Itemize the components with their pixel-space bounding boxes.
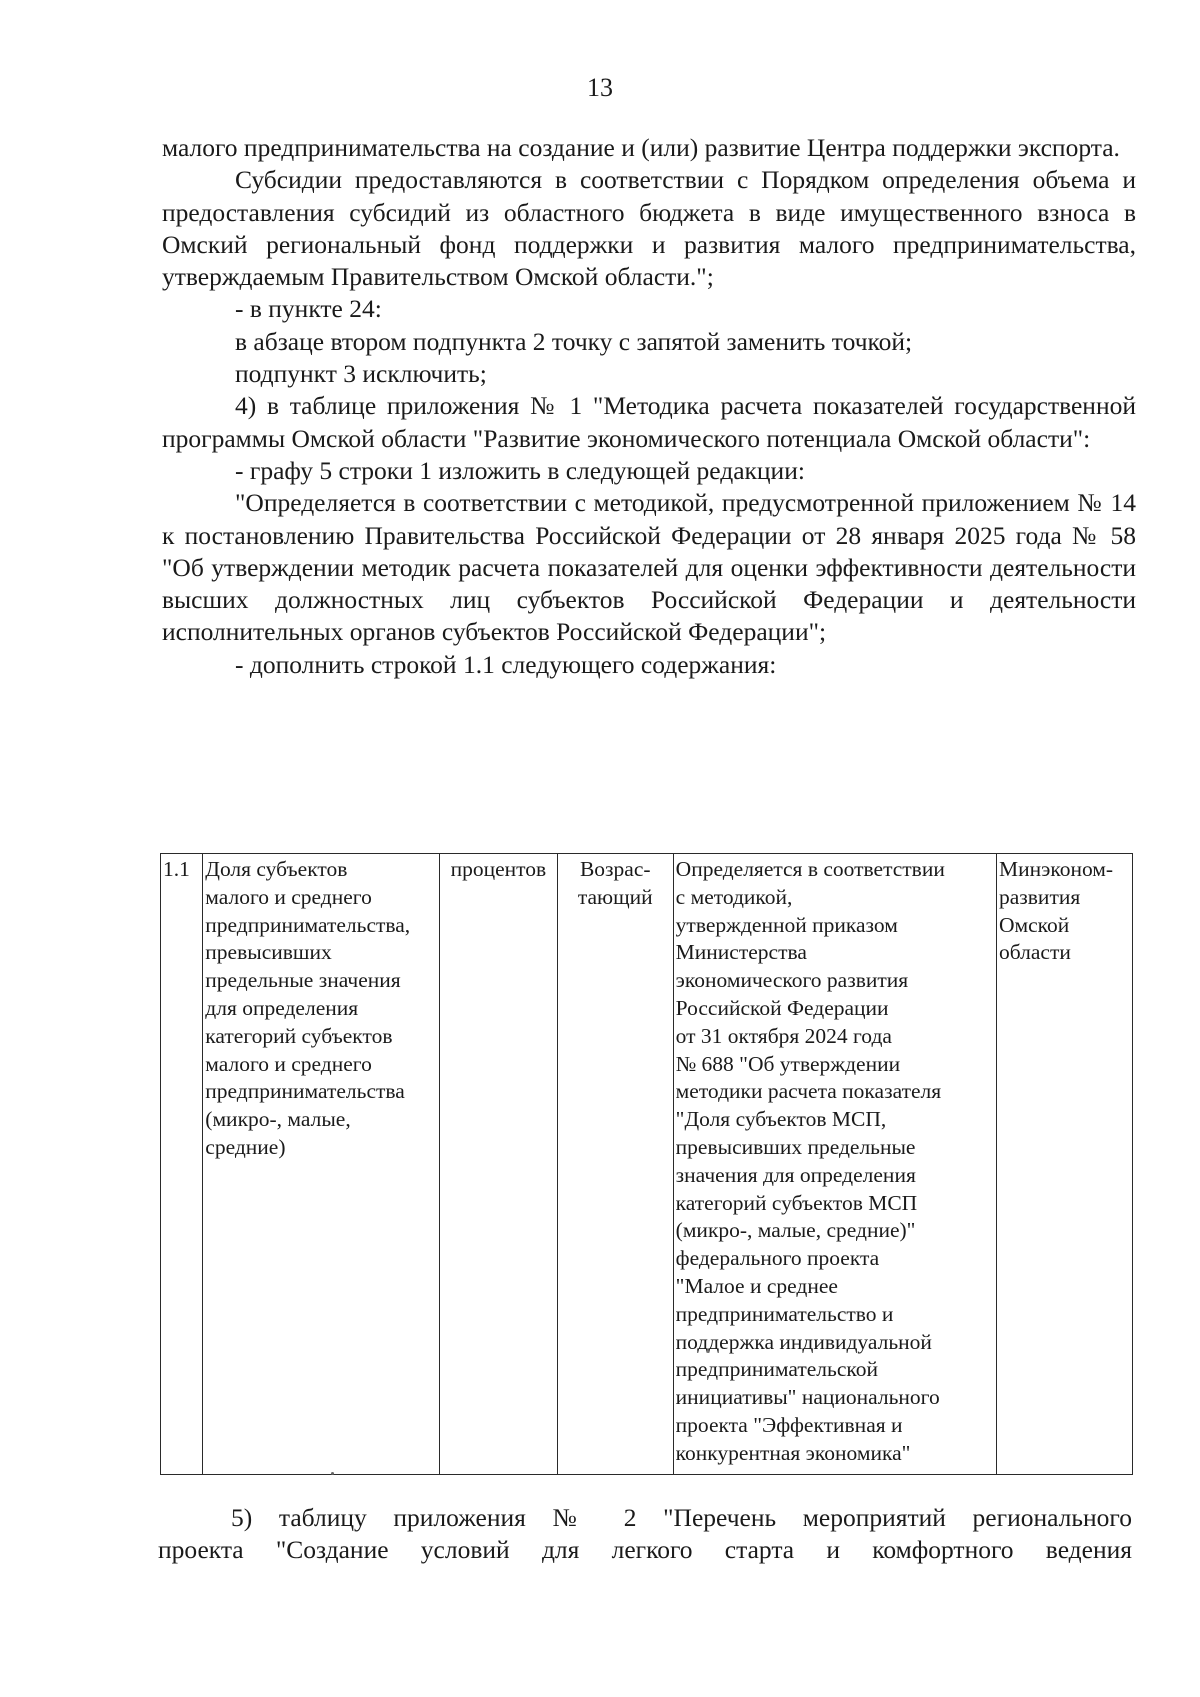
paragraph-appendix-2-continued: проекта "Создание условий для легкого старта и комфортного ведения xyxy=(158,1535,1132,1565)
indicator-name-text: Доля субъектов малого и среднего предпринимательства, превысивших предельные значения для определения категорий субъектов малого и среднего предпринимательства (микро-, малые, средние) xyxy=(205,857,411,1159)
cell-direction xyxy=(557,854,673,1475)
paragraph-appendix-2: 5) таблицу приложения № 2 "Перечень мероприятий регионального xyxy=(231,1503,1132,1532)
indicator-table xyxy=(160,853,1133,1475)
table-row xyxy=(161,854,1133,1475)
cell-indicator-name xyxy=(203,854,440,1475)
paragraph-item-24: - в пункте 24: xyxy=(235,294,382,324)
cell-responsible xyxy=(997,854,1133,1475)
document-body-continued xyxy=(158,1502,1132,1567)
cell-row-number xyxy=(161,854,203,1475)
document-body xyxy=(162,132,1136,681)
paragraph-subitem-3: подпункт 3 исключить; xyxy=(235,359,487,389)
paragraph-subitem-2: в абзаце втором подпункта 2 точку с запятой заменить точкой; xyxy=(235,326,913,356)
unit-text: процентов xyxy=(450,857,547,881)
page-number: 13 xyxy=(587,73,613,102)
direction-text: Возрас- тающий xyxy=(577,857,653,909)
cell-unit xyxy=(440,854,558,1475)
scan-speck xyxy=(331,1472,334,1475)
paragraph-appendix-1: 4) в таблице приложения № 1 "Методика расчета показателей государственной программы Омской области "Развитие экономического потенциала Омской области": xyxy=(162,391,1136,453)
methodology-text: Определяется в соответствии с методикой, утвержденной приказом Министерства экономического развития Российской Федерации от 31 октября 2024 года № 688 "Об утверждении методики расчета показателя "Доля субъектов МСП, превысивших предельные значения для определения категорий субъектов МСП (микро-, малые, средние)" федерального проекта "Малое и среднее предпринимательство и поддержка индивидуальной предпринимательской инициативы" национального проекта "Эффективная и конкурентная экономика" xyxy=(675,857,945,1465)
responsible-text: Минэконом- развития Омской области xyxy=(999,857,1114,965)
paragraph-subsidies: Субсидии предоставляются в соответствии с Порядком определения объема и предоставления субсидий из областного бюджета в виде имущественного взноса в Омский региональный фонд поддержки и развития малого предпринимательства, утверждаемым Правительством Омской области."; xyxy=(162,165,1136,292)
paragraph-column-5: - графу 5 строки 1 изложить в следующей редакции: xyxy=(235,455,805,485)
row-number-text: 1.1 xyxy=(163,857,190,881)
paragraph-add-row: - дополнить строкой 1.1 следующего содержания: xyxy=(235,649,777,679)
cell-methodology xyxy=(673,854,996,1475)
paragraph-export-center: малого предпринимательства на создание и (или) развитие Центра поддержки экспорта. xyxy=(162,133,1120,162)
paragraph-methodology-quote: "Определяется в соответствии с методикой, предусмотренной приложением № 14 к постановлению Правительства Российской Федерации от 28 января 2025 года № 58 "Об утверждении методик расчета показателей для оценки эффективности деятельности высших должностных лиц субъектов Российской Федерации и деятельности исполнительных органов субъектов Российской Федерации"; xyxy=(162,488,1136,647)
